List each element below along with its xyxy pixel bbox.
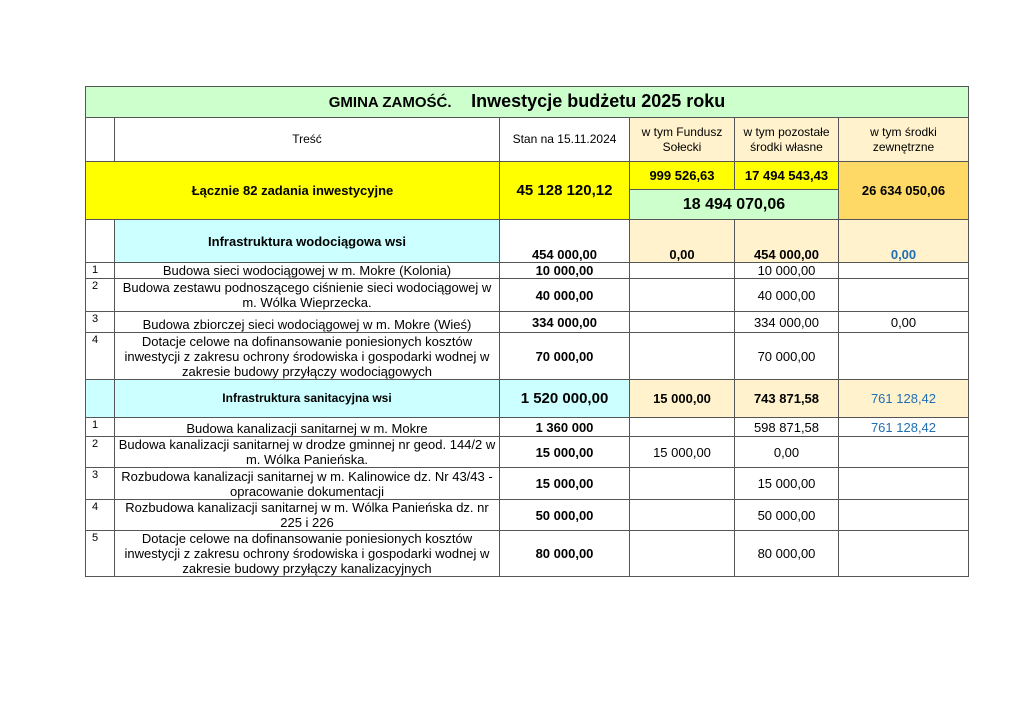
total-row — [86, 162, 969, 190]
row-stan: 80 000,00 — [500, 531, 630, 577]
row-no: 3 — [86, 468, 115, 500]
header-pozostale: w tym pozostałe środki własne — [735, 118, 839, 162]
row-pozostale: 15 000,00 — [735, 468, 839, 500]
row-fundusz — [630, 312, 735, 333]
header-zewnetrzne: w tym środki zewnętrzne — [839, 118, 969, 162]
row-fundusz — [630, 531, 735, 577]
row-pozostale: 598 871,58 — [735, 418, 839, 437]
row-pozostale: 40 000,00 — [735, 279, 839, 312]
section-row-sanitation — [86, 380, 969, 418]
row-text: Rozbudowa kanalizacji sanitarnej w m. Kalinowice dz. Nr 43/43 - opracowanie dokumentacji — [115, 468, 500, 500]
header-fundusz: w tym Fundusz Sołecki — [630, 118, 735, 162]
row-fundusz — [630, 500, 735, 531]
row-text: Dotacje celowe na dofinansowanie poniesionych kosztów inwestycji z zakresu ochrony środowiska i gospodarki wodnej w zakresie budowy przyłączy kanalizacyjnych — [115, 531, 500, 577]
row-no: 1 — [86, 418, 115, 437]
table-row — [86, 500, 969, 531]
section-fundusz: 0,00 — [630, 220, 735, 263]
total-pozostale: 17 494 543,43 — [735, 162, 839, 190]
section-pozostale: 743 871,58 — [735, 380, 839, 418]
header-tresc: Treść — [115, 118, 500, 162]
section-zewnetrzne: 0,00 — [839, 220, 969, 263]
row-fundusz — [630, 418, 735, 437]
row-fundusz — [630, 279, 735, 312]
row-fundusz — [630, 263, 735, 279]
row-text: Budowa zestawu podnoszącego ciśnienie sieci wodociągowej w m. Wólka Wieprzecka. — [115, 279, 500, 312]
row-text: Budowa zbiorczej sieci wodociągowej w m. Mokre (Wieś) — [115, 312, 500, 333]
section-stan: 454 000,00 — [500, 220, 630, 263]
table-title — [86, 87, 969, 118]
header-no — [86, 118, 115, 162]
header-row — [86, 118, 969, 162]
row-zewnetrzne — [839, 500, 969, 531]
row-pozostale: 80 000,00 — [735, 531, 839, 577]
row-fundusz — [630, 333, 735, 380]
row-text: Budowa kanalizacji sanitarnej w drodze gminnej nr geod. 144/2 w m. Wólka Panieńska. — [115, 437, 500, 468]
table-row — [86, 333, 969, 380]
row-zewnetrzne: 0,00 — [839, 312, 969, 333]
row-stan: 334 000,00 — [500, 312, 630, 333]
section-no — [86, 220, 115, 263]
row-stan: 10 000,00 — [500, 263, 630, 279]
total-fundusz: 999 526,63 — [630, 162, 735, 190]
row-text: Rozbudowa kanalizacji sanitarnej w m. Wólka Panieńska dz. nr 225 i 226 — [115, 500, 500, 531]
row-zewnetrzne — [839, 437, 969, 468]
table-row — [86, 418, 969, 437]
table-row — [86, 263, 969, 279]
table-row — [86, 531, 969, 577]
row-zewnetrzne — [839, 263, 969, 279]
title-municipality: GMINA ZAMOŚĆ. — [328, 94, 452, 111]
section-fundusz: 15 000,00 — [630, 380, 735, 418]
section-category: Infrastruktura wodociągowa wsi — [115, 220, 500, 263]
row-text: Dotacje celowe na dofinansowanie poniesionych kosztów inwestycji z zakresu ochrony środowiska i gospodarki wodnej w zakresie budowy przyłączy wodociągowych — [115, 333, 500, 380]
row-pozostale: 10 000,00 — [735, 263, 839, 279]
row-zewnetrzne — [839, 531, 969, 577]
row-no: 1 — [86, 263, 115, 279]
section-category: Infrastruktura sanitacyjna wsi — [115, 380, 500, 418]
section-stan: 1 520 000,00 — [500, 380, 630, 418]
row-zewnetrzne — [839, 468, 969, 500]
table-row — [86, 279, 969, 312]
total-zewnetrzne: 26 634 050,06 — [839, 162, 969, 220]
row-no: 5 — [86, 531, 115, 577]
row-no: 4 — [86, 333, 115, 380]
row-zewnetrzne: 761 128,42 — [839, 418, 969, 437]
row-stan: 40 000,00 — [500, 279, 630, 312]
row-no: 4 — [86, 500, 115, 531]
total-wlasne-sum: 18 494 070,06 — [630, 190, 839, 220]
row-text: Budowa sieci wodociągowej w m. Mokre (Kolonia) — [115, 263, 500, 279]
investment-table — [85, 86, 969, 577]
total-stan: 45 128 120,12 — [500, 162, 630, 220]
row-stan: 70 000,00 — [500, 333, 630, 380]
row-zewnetrzne — [839, 279, 969, 312]
table-row — [86, 437, 969, 468]
header-stan: Stan na 15.11.2024 — [500, 118, 630, 162]
row-fundusz — [630, 468, 735, 500]
row-text: Budowa kanalizacji sanitarnej w m. Mokre — [115, 418, 500, 437]
row-no: 3 — [86, 312, 115, 333]
row-no: 2 — [86, 437, 115, 468]
table-row — [86, 468, 969, 500]
title-main: Inwestycje budżetu 2025 roku — [471, 91, 726, 111]
section-pozostale: 454 000,00 — [735, 220, 839, 263]
row-fundusz: 15 000,00 — [630, 437, 735, 468]
row-stan: 15 000,00 — [500, 468, 630, 500]
row-pozostale: 70 000,00 — [735, 333, 839, 380]
total-label: Łącznie 82 zadania inwestycyjne — [86, 162, 500, 220]
section-row-water — [86, 220, 969, 263]
row-pozostale: 50 000,00 — [735, 500, 839, 531]
row-stan: 15 000,00 — [500, 437, 630, 468]
row-pozostale: 0,00 — [735, 437, 839, 468]
row-no: 2 — [86, 279, 115, 312]
row-pozostale: 334 000,00 — [735, 312, 839, 333]
section-zewnetrzne: 761 128,42 — [839, 380, 969, 418]
row-stan: 1 360 000 — [500, 418, 630, 437]
section-no — [86, 380, 115, 418]
title-row — [86, 87, 969, 118]
row-stan: 50 000,00 — [500, 500, 630, 531]
table-row — [86, 312, 969, 333]
row-zewnetrzne — [839, 333, 969, 380]
